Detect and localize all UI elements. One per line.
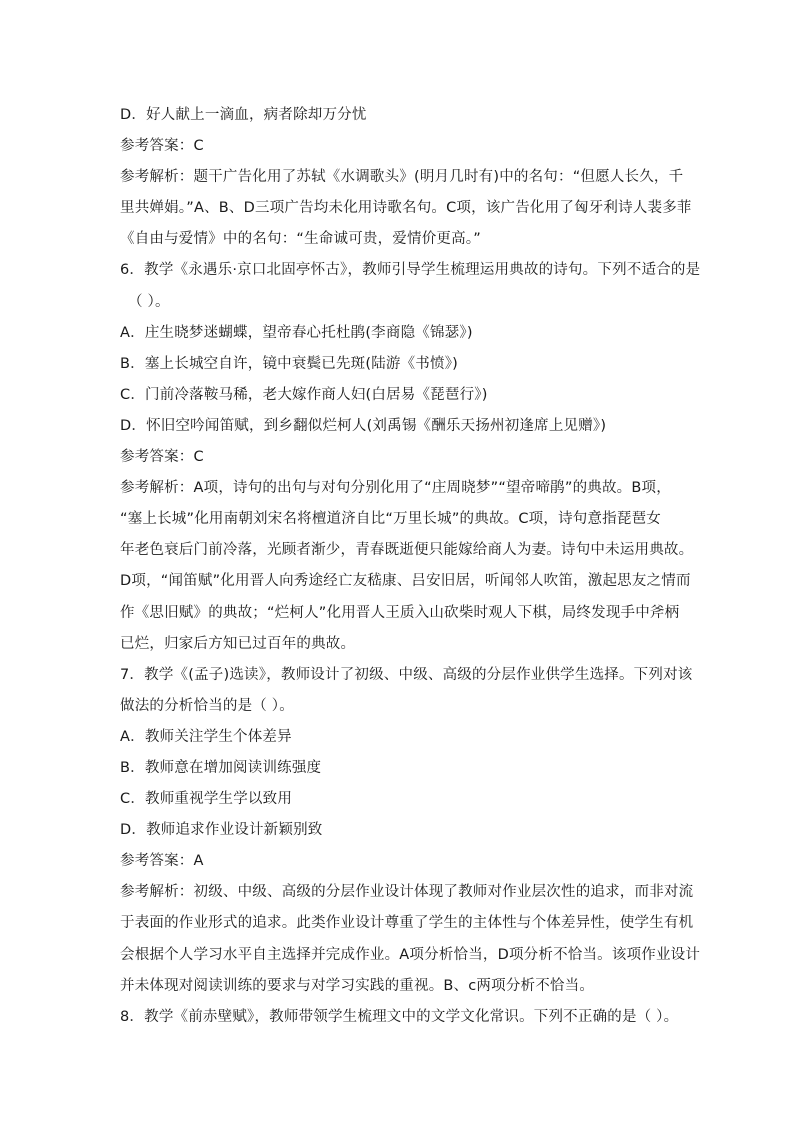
option-d-q6: D．怀旧空吟闻笛赋，到乡翻似烂柯人(刘禹锡《酬乐天扬州初逢席上见赠》) [120,417,607,434]
option-d-q7: D．教师追求作业设计新颖别致 [120,822,323,839]
question-6-line-2: （ ）。 [128,293,170,310]
analysis-q5-line-2: 里共婵娟。”A、B、D三项广告均未化用诗歌名句。C项，该广告化用了匈牙利诗人裴多菲 [120,200,692,217]
analysis-q5-line-1: 参考解析：题干广告化用了苏轼《水调歌头》(明月几时有)中的名句：“但愿人长久，千 [120,169,684,186]
question-7-line-2: 做法的分析恰当的是（ ）。 [120,697,294,714]
analysis-q6-line-4: D项，“闻笛赋”化用晋人向秀途经亡友嵇康、吕安旧居，听闻邻人吹笛，激起思友之情而 [120,573,691,590]
analysis-q7-line-1: 参考解析：初级、中级、高级的分层作业设计体现了教师对作业层次性的追求，而非对流 [120,884,694,901]
document-page [120,100,701,1033]
question-8-line-1: 8．教学《前赤壁赋》，教师带领学生梳理文中的文学文化常识。下列不正确的是（ ）。 [120,1008,679,1025]
analysis-q6-line-2: “塞上长城”化用南朝刘宋名将檀道济自比“万里长城”的典故。C项，诗句意指琵琶女 [120,511,661,528]
option-a-q7: A．教师关注学生个体差异 [120,728,292,745]
question-6-line-1: 6．教学《永遇乐·京口北固亭怀古》，教师引导学生梳理运用典故的诗句。下列不适合的是 [120,262,701,279]
option-b-q6: B．塞上长城空自许，镜中衰鬓已先斑(陆游《书愤》) [120,355,459,372]
option-c-q6: C．门前冷落鞍马稀，老大嫁作商人妇(白居易《琵琶行》) [120,386,488,403]
option-b-q7: B．教师意在增加阅读训练强度 [120,759,322,776]
analysis-q5-line-3: 《自由与爱情》中的名句：“生命诚可贵，爱情价更高。” [120,231,481,248]
question-7-line-1: 7．教学《(孟子)选读》，教师设计了初级、中级、高级的分层作业供学生选择。下列对该 [120,666,693,683]
analysis-q6-line-1: 参考解析：A项，诗句的出句与对句分别化用了“庄周晓梦”“望帝啼鹃”的典故。B项， [120,480,671,497]
option-a-q6: A．庄生晓梦迷蝴蝶，望帝春心托杜鹃(李商隐《锦瑟》) [120,324,473,341]
option-c-q7: C．教师重视学生学以致用 [120,791,293,808]
option-d-q5: D．好人献上一滴血，病者除却万分忧 [120,107,367,123]
answer-q7: 参考答案：A [120,853,204,870]
analysis-q7-line-2: 于表面的作业形式的追求。此类作业设计尊重了学生的主体性与个体差异性，使学生有机 [120,915,694,932]
analysis-q7-line-3: 会根据个人学习水平自主选择并完成作业。A项分析恰当，D项分析不恰当。该项作业设计 [120,946,701,963]
answer-q6: 参考答案：C [120,449,204,466]
answer-q5: 参考答案：C [120,138,204,155]
analysis-q7-line-4: 并未体现对阅读训练的要求与对学习实践的重视。B、c两项分析不恰当。 [120,977,595,994]
analysis-q6-line-5: 作《思旧赋》的典故；“烂柯人”化用晋人王质入山砍柴时观人下棋，局终发现手中斧柄 [120,604,680,621]
analysis-q6-line-6: 已烂，归家后方知已过百年的典故。 [120,635,356,652]
analysis-q6-line-3: 年老色衰后门前冷落，光顾者渐少，青春既逝便只能嫁给商人为妻。诗句中未运用典故。 [120,542,694,559]
